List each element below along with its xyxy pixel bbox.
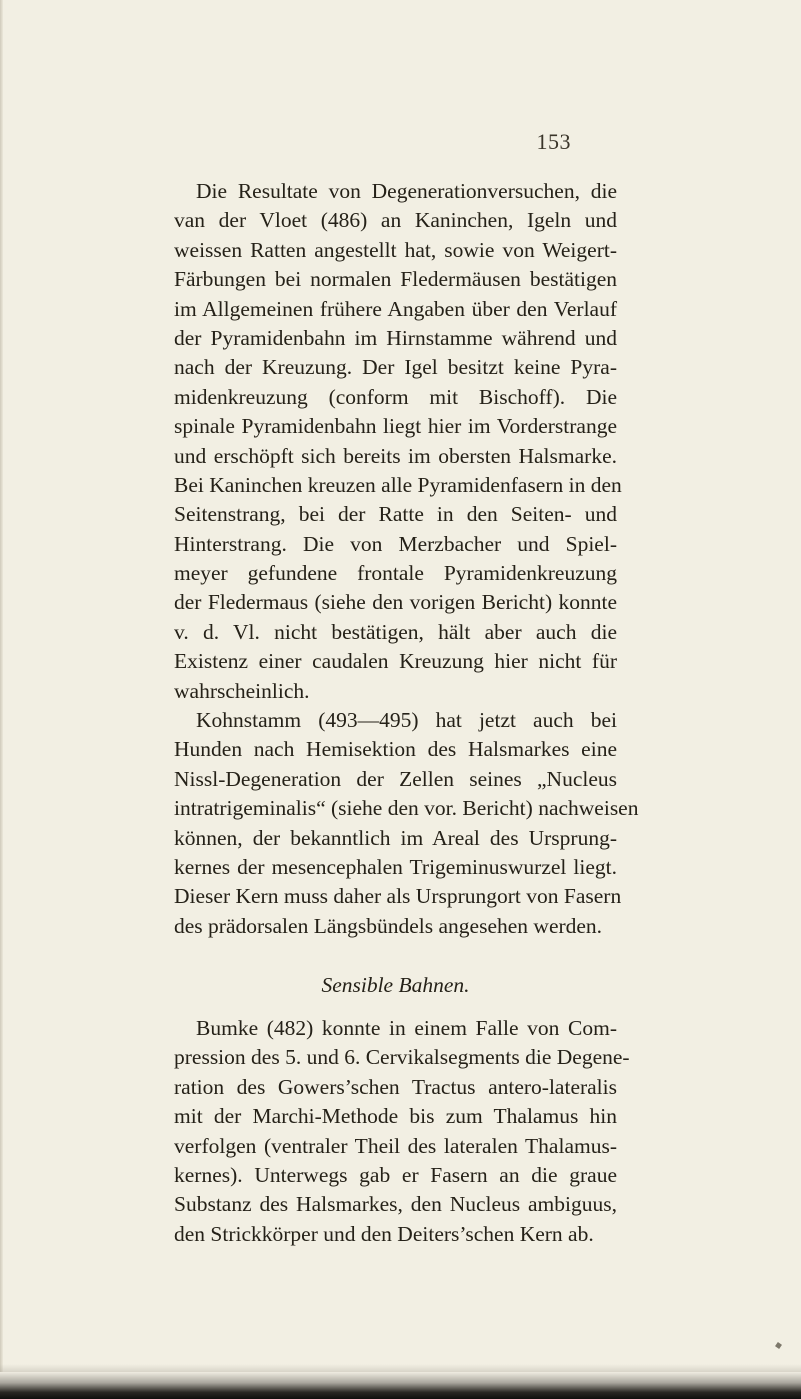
text-line: weissen Ratten angestellt hat, sowie von Weigert- (174, 237, 617, 262)
text-line: intratrigeminalis“ (siehe den vor. Bericht) nachweisen (174, 796, 639, 821)
page-left-edge (0, 0, 3, 1399)
text-line: mit der Marchi-Methode bis zum Thalamus hin (174, 1104, 617, 1129)
text-line: Hunden nach Hemisektion des Halsmarkes eine (174, 737, 617, 762)
text-line: Die Resultate von Degenerationversuchen, die (196, 179, 617, 203)
text-line: Bumke (482) konnte in einem Falle von Com- (196, 1015, 617, 1040)
text-line: können, der bekanntlich im Areal des Ursprung- (174, 825, 617, 850)
text-line: des prädorsalen Längsbündels angesehen werden. (174, 913, 603, 938)
text-line: nach der Kreuzung. Der Igel besitzt keine Pyra- (174, 355, 617, 380)
text-line: Existenz einer caudalen Kreuzung hier nicht für (174, 649, 617, 674)
text-line: Seitenstrang, bei der Ratte in den Seiten- und (174, 502, 617, 527)
text-line: midenkreuzung (conform mit Bischoff). Die (174, 384, 617, 409)
page-text (174, 177, 639, 1249)
text-line: Hinterstrang. Die von Merzbacher und Spiel- (174, 531, 617, 556)
text-line: wahrscheinlich. (174, 678, 310, 703)
scan-speck (775, 1342, 782, 1349)
text-line: den Strickkörper und den Deiters’schen Kern ab. (174, 1221, 594, 1246)
text-line: kernes der mesencephalen Trigeminuswurzel liegt. (174, 854, 617, 879)
paragraph-3 (174, 1014, 630, 1249)
scan-bottom-edge (0, 1372, 801, 1399)
text-line: ration des Gowers’schen Tractus antero-lateralis (174, 1074, 617, 1099)
page-number: 153 (536, 129, 571, 154)
text-line: spinale Pyramidenbahn liegt hier im Vorderstrange (174, 414, 617, 439)
section-heading: Sensible Bahnen. (321, 972, 470, 997)
text-line: der Pyramidenbahn im Hirnstamme während und (174, 325, 617, 350)
text-line: Substanz des Halsmarkes, den Nucleus ambiguus, (174, 1192, 617, 1217)
text-line: pression des 5. und 6. Cervikalsegments die Degene- (174, 1045, 630, 1070)
text-line: kernes). Unterwegs gab er Fasern an die graue (174, 1162, 617, 1187)
text-line: und erschöpft sich bereits im obersten Halsmarke. (174, 443, 617, 468)
text-line: van der Vloet (486) an Kaninchen, Igeln und (174, 208, 617, 233)
section-spacer (174, 941, 617, 970)
text-line: Kohnstamm (493—495) hat jetzt auch bei (196, 708, 617, 733)
text-line: Nissl-Degeneration der Zellen seines „Nucleus (174, 766, 617, 791)
text-line: meyer gefundene frontale Pyramidenkreuzung (174, 561, 617, 586)
text-line: Dieser Kern muss daher als Ursprungort von Fasern (174, 884, 622, 909)
section-spacer (174, 1000, 617, 1014)
text-line: verfolgen (ventraler Theil des lateralen Thalamus- (174, 1133, 617, 1158)
text-line: Färbungen bei normalen Fledermäusen bestätigen (174, 267, 617, 292)
text-line: Bei Kaninchen kreuzen alle Pyramidenfasern in den (174, 472, 622, 497)
text-line: der Fledermaus (siehe den vorigen Bericht) konnte (174, 590, 617, 615)
paragraph-1 (174, 177, 622, 706)
paragraph-2 (174, 706, 639, 941)
text-line: v. d. Vl. nicht bestätigen, hält aber auch die (174, 619, 617, 644)
text-line: im Allgemeinen frühere Angaben über den Verlauf (174, 296, 617, 321)
